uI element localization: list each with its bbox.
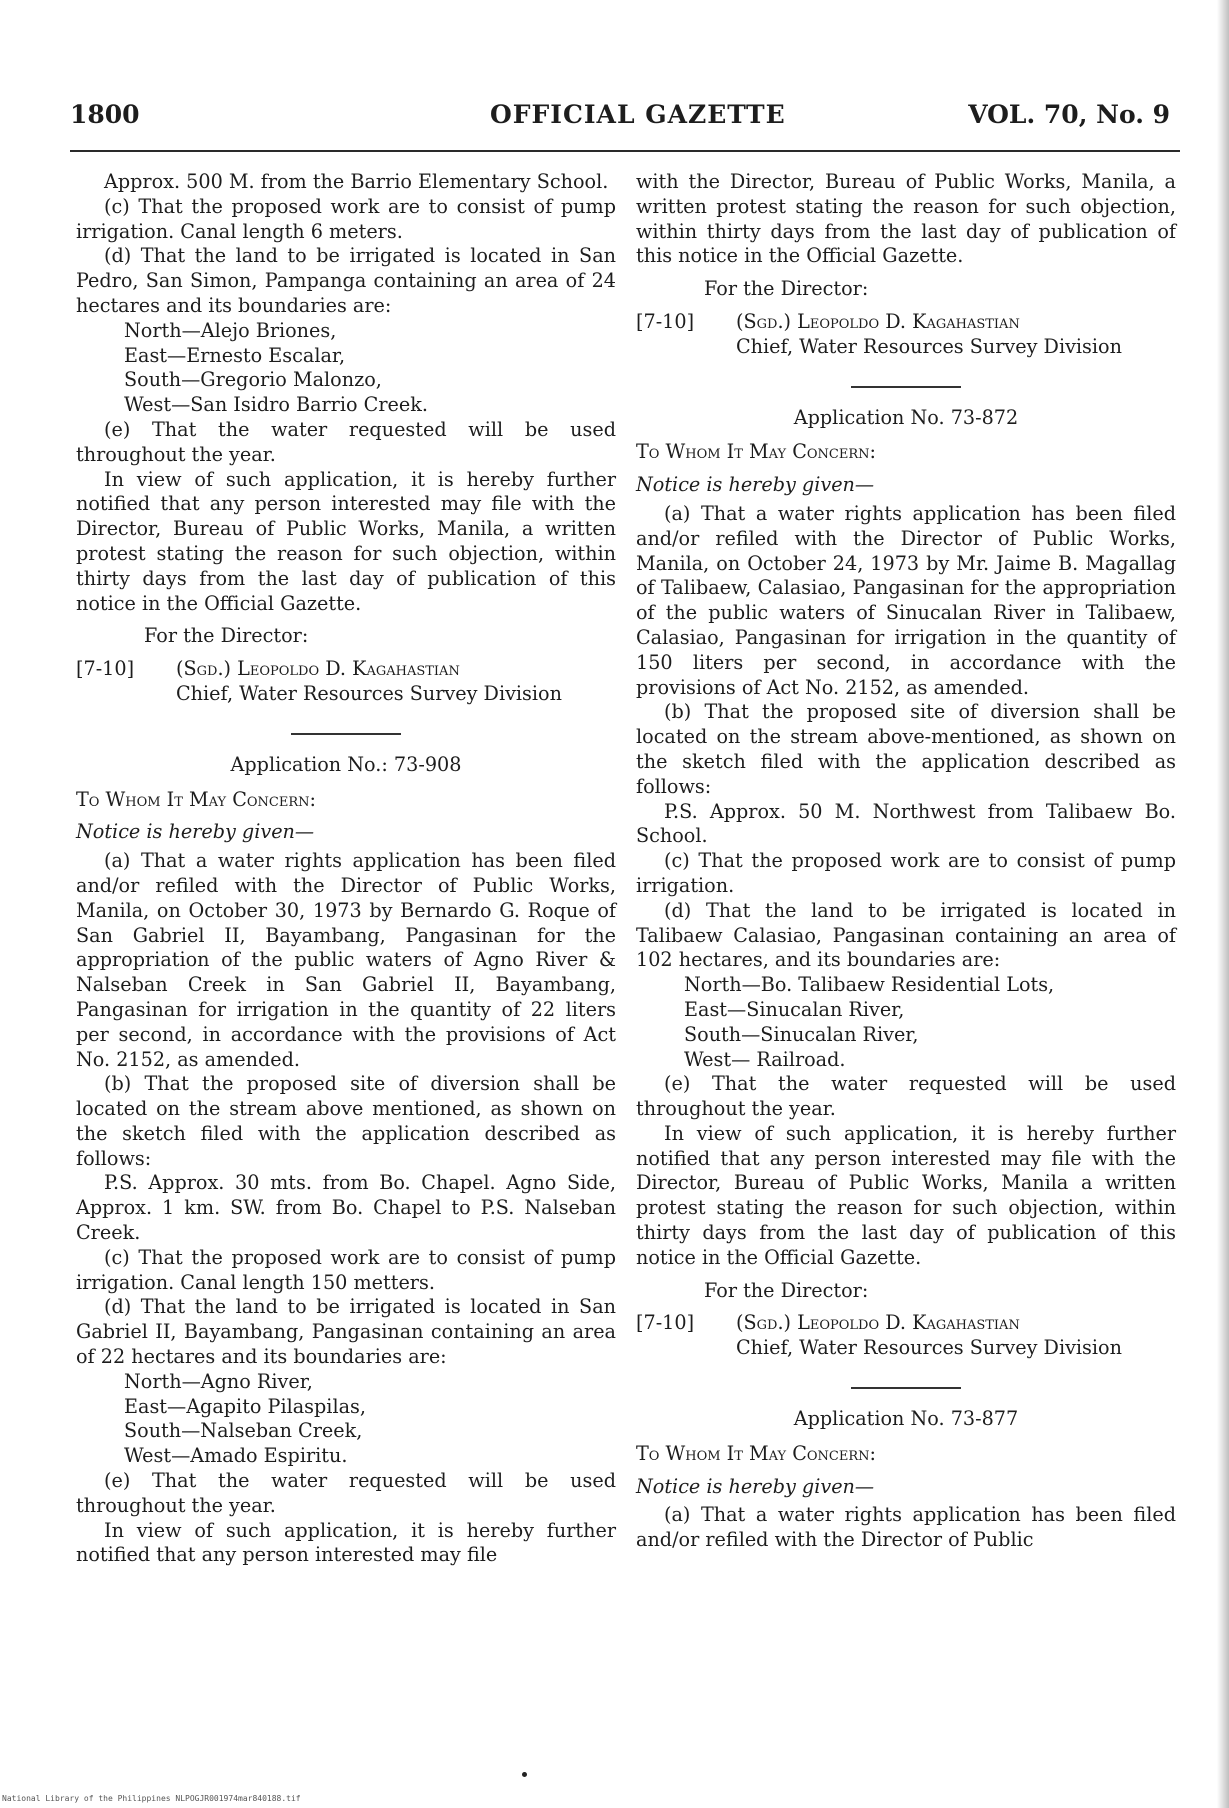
application-heading: Application No.: 73-908 (230, 752, 462, 776)
boundary-line: North—Bo. Talibaew Residential Lots, (684, 973, 1055, 997)
boundary-line: North—Alejo Briones, (124, 318, 337, 342)
paragraph: (c) That the proposed work are to consist of pump irrigation. (636, 849, 1176, 897)
scan-footer: National Library of the Philippines NLPOGJR001974mar840188.tif (2, 1794, 301, 1803)
application-heading: Application No. 73-877 (793, 1407, 1019, 1431)
paragraph: (e) That the water requested will be used throughout the year. (76, 1469, 616, 1517)
for-the-director: For the Director: (144, 624, 309, 648)
paragraph: (c) That the proposed work are to consist of pump irrigation. Canal length 150 metters. (76, 1245, 616, 1294)
signatory-name: (Sgd.) Leopoldo D. Kagahastian (736, 309, 1020, 333)
boundary-line: West— Railroad. (684, 1047, 846, 1071)
paragraph: (a) That a water rights application has been filed and/or refiled with the Director of Public (636, 1503, 1176, 1552)
header-rule (70, 150, 1180, 152)
section-divider (851, 1387, 961, 1389)
page-number: 1800 (70, 100, 140, 129)
issue-reference: [7-10] (76, 657, 135, 681)
paragraph: (c) That the proposed work are to consist of pump irrigation. Canal length 6 meters. (76, 194, 616, 243)
signature-block (636, 310, 1176, 360)
volume-number: VOL. 70, No. 9 (968, 100, 1170, 129)
for-the-director: For the Director: (704, 1278, 869, 1302)
application-heading: Application No. 73-872 (793, 405, 1019, 429)
notice-line: Notice is hereby given— (636, 473, 875, 497)
section-divider (851, 386, 961, 388)
paragraph: (d) That the land to be irrigated is located in San Pedro, San Simon, Pampanga containing an area of 24 hectares and its boundaries are: (76, 244, 616, 317)
paragraph: with the Director, Bureau of Public Works, Manila, a written protest stating the reason for such objection, within thirty days from the last day of publication of this notice in the Official Gazette. (636, 170, 1176, 268)
paragraph: (a) That a water rights application has been filed and/or refiled with the Director of Public Works, Manila, on October 30, 1973 by Bernardo G. Roque of San Gabriel II, Bayambang, Pangasinan for the appropriation of the public waters of Agno River & Nalseban Creek in San Gabriel II, Bayambang, Pangasinan for irrigation in the quantity of 22 liters per second, in accordance with the provisions of Act No. 2152, as amended. (76, 849, 616, 1071)
paragraph: (e) That the water requested will be used throughout the year. (76, 417, 616, 466)
paragraph: (b) That the proposed site of diversion shall be located on the stream above-mentioned, as shown on the sketch filed with the application described as follows: (636, 700, 1176, 798)
page-header (70, 100, 1180, 140)
boundary-line: South—Sinucalan River, (684, 1022, 919, 1046)
paragraph: P.S. Approx. 50 M. Northwest from Talibaew Bo. School. (636, 799, 1176, 848)
publication-title: OFFICIAL GAZETTE (490, 100, 786, 129)
paragraph: In view of such application, it is hereby further notified that any person interested may file with the Director, Bureau of Public Works, Manila, a written protest stating the reason for such objection, within thirty days from the last day of publication of this notice in the Official Gazette. (76, 467, 616, 615)
issue-reference: [7-10] (636, 1311, 695, 1335)
boundary-line: North—Agno River, (124, 1369, 313, 1393)
issue-reference: [7-10] (636, 309, 695, 333)
boundary-line: West—San Isidro Barrio Creek. (124, 393, 428, 417)
boundary-line: South—Gregorio Malonzo, (124, 368, 382, 392)
paragraph: In view of such application, it is hereby further notified that any person interested may file (76, 1518, 616, 1567)
notice-line: Notice is hereby given— (76, 820, 315, 844)
signatory-name: (Sgd.) Leopoldo D. Kagahastian (176, 657, 460, 681)
paragraph: (d) That the land to be irrigated is located in Talibaew Calasiao, Pangasinan containing an area of 102 hectares, and its boundaries are: (636, 898, 1176, 972)
salutation: To Whom It May Concern: (636, 440, 876, 464)
signature-block (636, 1311, 1176, 1361)
paragraph: (a) That a water rights application has been filed and/or refiled with the Director of Public Works, Manila, on October 24, 1973 by Mr. Jaime B. Magallag of Talibaew, Calasiao, Pangasinan for the appropriation of the public waters of Sinucalan River in Talibaew, Calasiao, Pangasinan for irrigation in the quantity of 150 liters per second, in accordance with the provisions of Act No. 2152, as amended. (636, 501, 1176, 699)
right-column (636, 170, 1176, 1553)
boundary-line: West—Amado Espiritu. (124, 1444, 348, 1468)
ink-dot (522, 1772, 527, 1777)
left-column (76, 170, 616, 1568)
boundary-line: East—Sinucalan River, (684, 997, 905, 1021)
boundary-line: East—Agapito Pilaspilas, (124, 1394, 366, 1418)
salutation: To Whom It May Concern: (636, 1441, 876, 1465)
scan-edge-shadow (1217, 0, 1229, 1808)
section-divider (291, 733, 401, 735)
signature-block (76, 657, 616, 707)
paragraph: (b) That the proposed site of diversion shall be located on the stream above mentioned, as shown on the sketch filed with the application described as follows: (76, 1072, 616, 1170)
for-the-director: For the Director: (704, 277, 869, 301)
signatory-title: Chief, Water Resources Survey Division (736, 1336, 1122, 1360)
paragraph: (e) That the water requested will be used throughout the year. (636, 1072, 1176, 1121)
signatory-title: Chief, Water Resources Survey Division (736, 334, 1122, 358)
boundary-line: East—Ernesto Escalar, (124, 343, 346, 367)
salutation: To Whom It May Concern: (76, 787, 316, 811)
boundary-line: South—Nalseban Creek, (124, 1419, 363, 1443)
paragraph: In view of such application, it is hereby further notified that any person interested may file with the Director, Bureau of Public Works, Manila a written protest stating the reason for such objection, within thirty days from the last day of publication of this notice in the Official Gazette. (636, 1121, 1176, 1269)
signatory-name: (Sgd.) Leopoldo D. Kagahastian (736, 1311, 1020, 1335)
paragraph: (d) That the land to be irrigated is located in San Gabriel II, Bayambang, Pangasinan containing an area of 22 hectares and its boundaries are: (76, 1295, 616, 1369)
signatory-title: Chief, Water Resources Survey Division (176, 681, 562, 705)
paragraph: Approx. 500 M. from the Barrio Elementary School. (104, 170, 609, 193)
notice-line: Notice is hereby given— (636, 1474, 875, 1498)
paragraph: P.S. Approx. 30 mts. from Bo. Chapel. Agno Side, Approx. 1 km. SW. from Bo. Chapel to P.S. Nalseban Creek. (76, 1171, 616, 1245)
